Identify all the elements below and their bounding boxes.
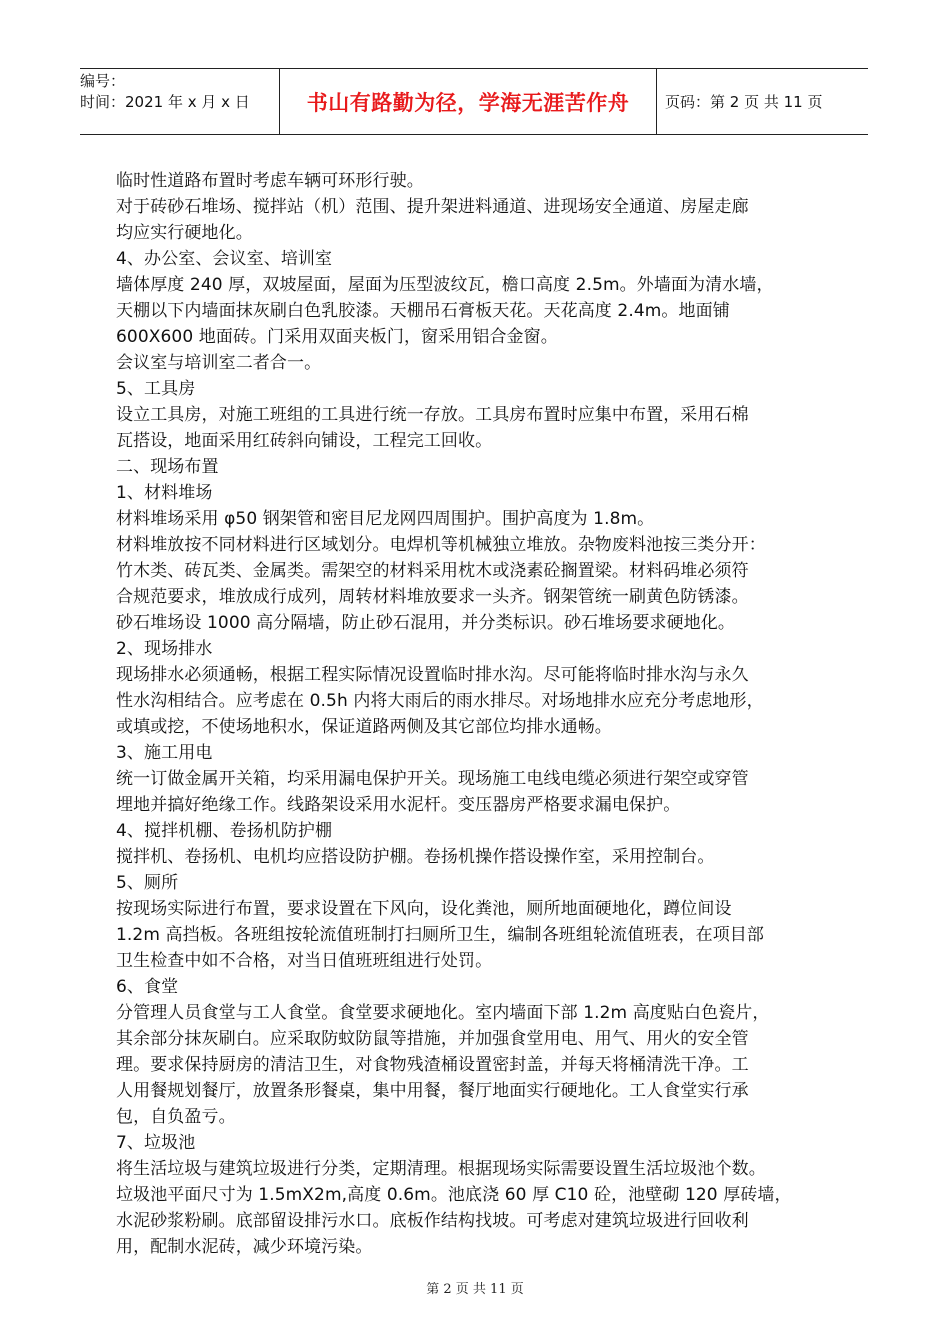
- header-motto-cell: [280, 69, 657, 134]
- text-line: 二、现场布置: [116, 457, 219, 477]
- text-line: 1.2m 高挡板。各班组按轮流值班制打扫厕所卫生，编制各班组轮流值班表，在项目部: [116, 925, 764, 945]
- text-line: 材料堆放按不同材料进行区域划分。电焊机等机械独立堆放。杂物废料池按三类分开：: [116, 535, 766, 555]
- text-line: 人用餐规划餐厅，放置条形餐桌，集中用餐，餐厅地面实行硬地化。工人食堂实行承: [116, 1081, 749, 1101]
- text-line: 包，自负盈亏。: [116, 1107, 236, 1127]
- document-number-label: 编号：: [80, 72, 126, 90]
- text-line: 或填或挖，不使场地积水，保证道路两侧及其它部位均排水通畅。: [116, 717, 612, 737]
- text-line: 瓦搭设，地面采用红砖斜向铺设，工程完工回收。: [116, 431, 493, 451]
- text-line: 4、搅拌机棚、卷扬机防护棚: [116, 821, 333, 841]
- text-line: 6、食堂: [116, 977, 179, 997]
- header-motto: 书山有路勤为径，学海无涯苦作舟: [306, 90, 630, 115]
- text-line: 3、施工用电: [116, 743, 213, 763]
- text-line: 材料堆场采用 φ50 钢架管和密目尼龙网四周围护。围护高度为 1.8m。: [116, 509, 655, 529]
- text-line: 按现场实际进行布置，要求设置在下风向，设化粪池，厕所地面硬地化，蹲位间设: [116, 899, 732, 919]
- text-line: 5、工具房: [116, 379, 196, 399]
- text-line: 竹木类、砖瓦类、金属类。需架空的材料采用枕木或浇素砼搁置梁。材料码堆必须符: [116, 561, 749, 581]
- text-line: 性水沟相结合。应考虑在 0.5h 内将大雨后的雨水排尽。对场地排水应充分考虑地形，: [116, 691, 764, 711]
- text-line: 用，配制水泥砖，减少环境污染。: [116, 1237, 373, 1257]
- text-line: 现场排水必须通畅，根据工程实际情况设置临时排水沟。尽可能将临时排水沟与永久: [116, 665, 749, 685]
- text-line: 理。要求保持厨房的清洁卫生，对食物残渣桶设置密封盖，并每天将桶清洗干净。工: [116, 1055, 749, 1075]
- text-line: 卫生检查中如不合格，对当日值班班组进行处罚。: [116, 951, 493, 971]
- page-header: [80, 68, 868, 135]
- text-line: 水泥砂浆粉刷。底部留设排污水口。底板作结构找坡。可考虑对建筑垃圾进行回收利: [116, 1211, 749, 1231]
- text-line: 搅拌机、卷扬机、电机均应搭设防护棚。卷扬机操作搭设操作室，采用控制台。: [116, 847, 715, 867]
- text-line: 墙体厚度 240 厚，双坡屋面，屋面为压型波纹瓦，檐口高度 2.5m。外墙面为清水墙，: [116, 275, 774, 295]
- text-line: 600X600 地面砖。门采用双面夹板门，窗采用铝合金窗。: [116, 327, 558, 347]
- text-line: 会议室与培训室二者合一。: [116, 353, 322, 373]
- text-line: 5、厕所: [116, 873, 179, 893]
- document-date: 时间：2021 年 x 月 x 日: [80, 93, 250, 111]
- text-line: 1、材料堆场: [116, 483, 213, 503]
- header-page-info: 页码：第 2 页 共 11 页: [665, 93, 823, 111]
- text-line: 砂石堆场设 1000 高分隔墙，防止砂石混用，并分类标识。砂石堆场要求硬地化。: [116, 613, 735, 633]
- text-line: 分管理人员食堂与工人食堂。食堂要求硬地化。室内墙面下部 1.2m 高度贴白色瓷片，: [116, 1003, 770, 1023]
- text-line: 天棚以下内墙面抹灰刷白色乳胶漆。天棚吊石膏板天花。天花高度 2.4m。地面铺: [116, 301, 730, 321]
- document-body: [116, 168, 836, 1260]
- text-line: 将生活垃圾与建筑垃圾进行分类，定期清理。根据现场实际需要设置生活垃圾池个数。: [116, 1159, 766, 1179]
- text-line: 其余部分抹灰刷白。应采取防蚊防鼠等措施，并加强食堂用电、用气、用火的安全管: [116, 1029, 749, 1049]
- text-line: 埋地并搞好绝缘工作。线路架设采用水泥杆。变压器房严格要求漏电保护。: [116, 795, 681, 815]
- text-line: 均应实行硬地化。: [116, 223, 253, 243]
- page-footer: 第 2 页 共 11 页: [426, 1282, 524, 1297]
- text-line: 2、现场排水: [116, 639, 213, 659]
- text-line: 合规范要求，堆放成行成列，周转材料堆放要求一头齐。钢架管统一刷黄色防锈漆。: [116, 587, 749, 607]
- text-line: 设立工具房，对施工班组的工具进行统一存放。工具房布置时应集中布置，采用石棉: [116, 405, 749, 425]
- text-line: 垃圾池平面尺寸为 1.5mX2m,高度 0.6m。池底浇 60 厚 C10 砼，池壁砌 120 厚砖墙，: [116, 1185, 792, 1205]
- header-meta: [80, 69, 280, 134]
- text-line: 临时性道路布置时考虑车辆可环形行驶。: [116, 171, 424, 191]
- text-line: 7、垃圾池: [116, 1133, 196, 1153]
- text-line: 对于砖砂石堆场、搅拌站（机）范围、提升架进料通道、进现场安全通道、房屋走廊: [116, 197, 749, 217]
- text-line: 统一订做金属开关箱，均采用漏电保护开关。现场施工电线电缆必须进行架空或穿管: [116, 769, 749, 789]
- text-line: 4、办公室、会议室、培训室: [116, 249, 333, 269]
